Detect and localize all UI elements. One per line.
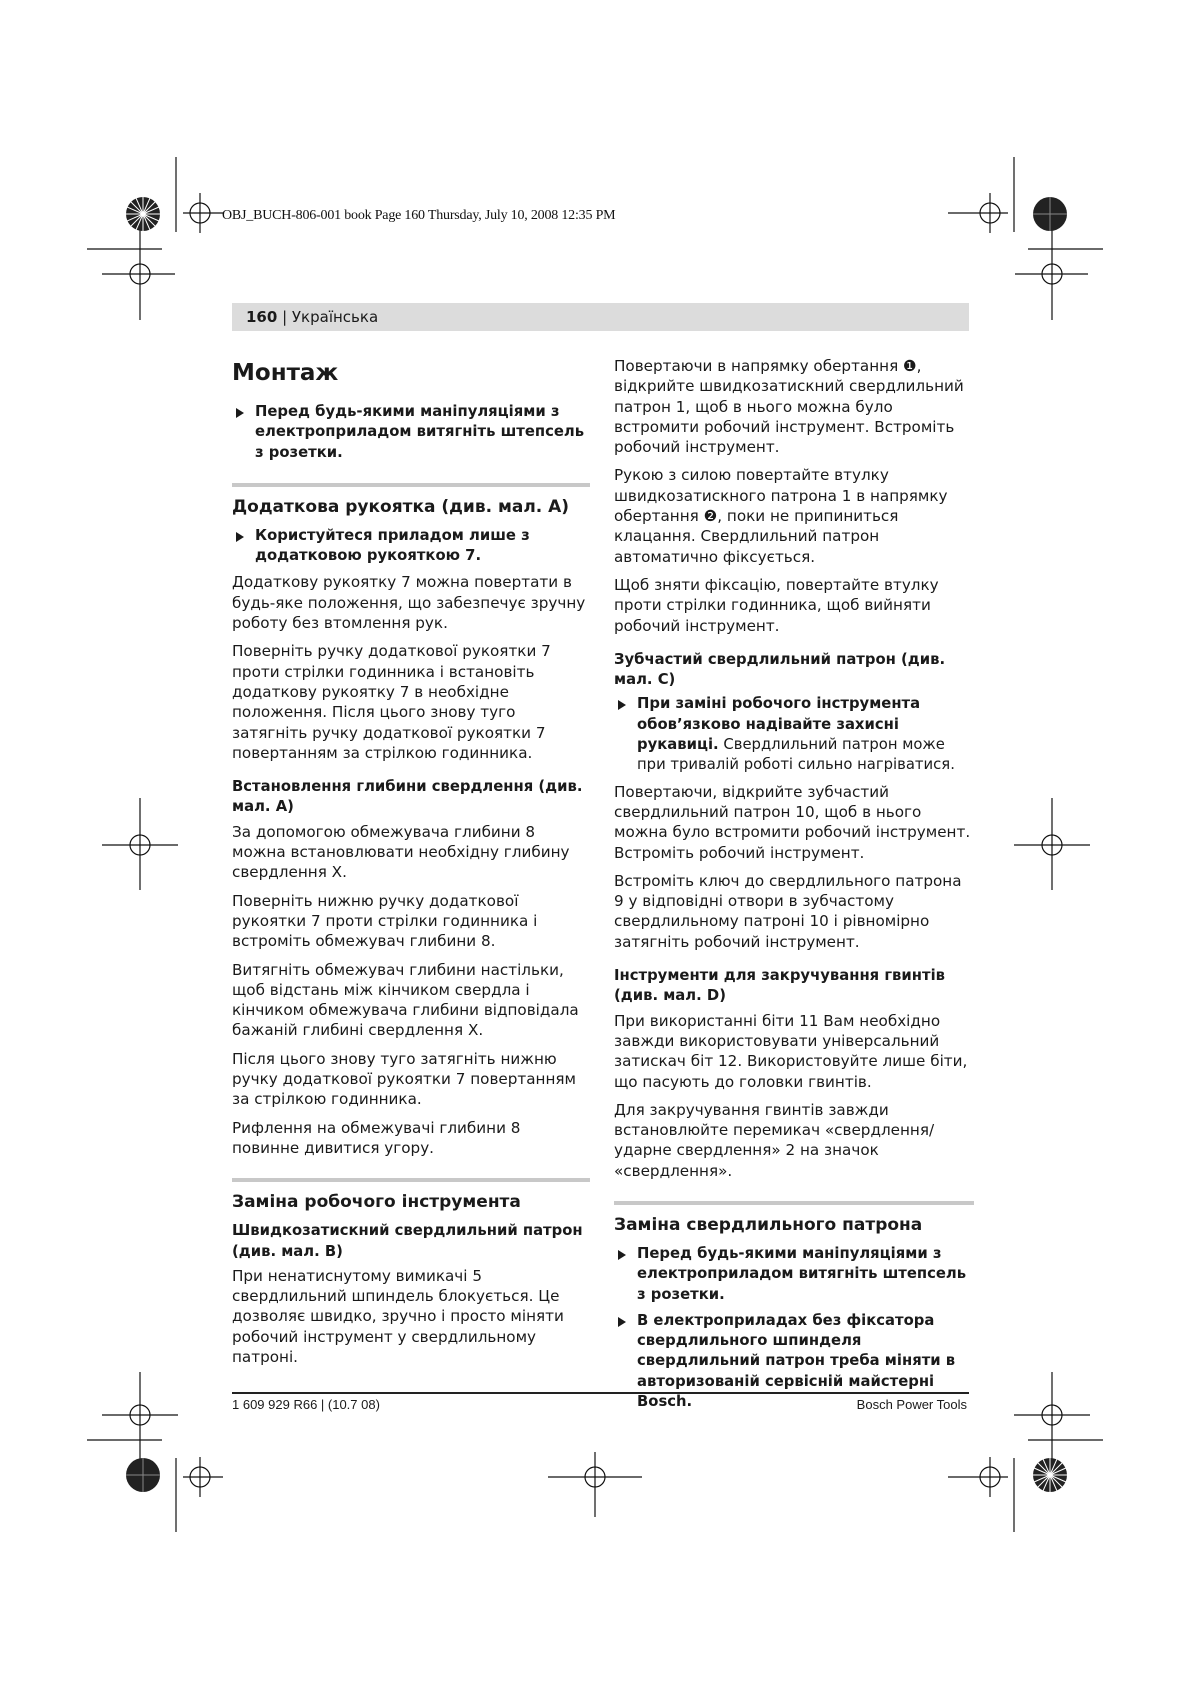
- warning-aux-handle: Користуйтеся приладом лише з додатковою рукояткою 7.: [232, 526, 590, 567]
- subheading-drill-depth: Встановлення глибини свердлення (див. мал. A): [232, 778, 583, 816]
- paragraph: При використанні біти 11 Вам необхідно завжди використовувати універсальний затискач біт 12. Використовуйте лише біти, що пасують до головки гвинтів.: [614, 1011, 968, 1091]
- paragraph: Повертаючи в напрямку обертання ❶, відкрийте швидкозатискний свердлильний патрон 1, щоб в нього можна було встромити робочий інструмент. Встроміть робочий інструмент.: [614, 357, 964, 457]
- right-column: [614, 356, 974, 1418]
- paragraph: Після цього знову туго затягніть нижню ручку додаткової рукоятки 7 повертанням за стрілкою годинника.: [232, 1049, 576, 1109]
- warning-service: В електроприладах без фіксатора свердлильного шпинделя свердлильний патрон треба міняти в авторизованій сервісній майстерні Bosch.: [614, 1311, 974, 1412]
- paragraph: Рифлення на обмежувачі глибини 8 повинне дивитися угору.: [232, 1118, 521, 1157]
- subheading-key-chuck: Зубчастий свердлильний патрон (див. мал. C): [614, 650, 946, 689]
- subheading-screwdriving: Інструменти для закручування гвинтів (див. мал. D): [614, 967, 946, 1005]
- page-header: [246, 308, 378, 326]
- footer-rule: [232, 1392, 969, 1394]
- bullet-triangle-icon: [618, 1250, 626, 1260]
- left-column: [232, 356, 590, 1375]
- paragraph: Для закручування гвинтів завжди встановлюйте перемикач «свердлення/ударне свердлення» 2 на значок «свердлення».: [614, 1100, 935, 1180]
- bullet-triangle-icon: [236, 532, 244, 542]
- warning-gloves: При заміні робочого інструмента обов’язково надівайте захисні рукавиці. Свердлильний патрон може при тривалій роботі сильно нагріватися.: [614, 694, 974, 775]
- paragraph: Витягніть обмежувач глибини настільки, щоб відстань між кінчиком свердла і кінчиком обмежувача глибини відповідала бажаній глибині свердлення X.: [232, 960, 579, 1040]
- bullet-triangle-icon: [618, 1317, 626, 1327]
- page-number: 160: [246, 308, 278, 326]
- paragraph: При ненатиснутому вимикачі 5 свердлильний шпиндель блокується. Це дозволяє швидко, зручно і просто міняти робочий інструмент у свердлильному патроні.: [232, 1266, 564, 1366]
- paragraph: Повертаючи, відкрийте зубчастий свердлильний патрон 10, щоб в нього можна було встромити робочий інструмент. Встроміть робочий інструмент.: [614, 782, 971, 862]
- print-slug: OBJ_BUCH-806-001 book Page 160 Thursday, July 10, 2008 12:35 PM: [222, 208, 616, 223]
- section-title-montage: Монтаж: [232, 360, 339, 386]
- page-header-separator: |: [277, 308, 292, 326]
- paragraph: Щоб зняти фіксацію, повертайте втулку проти стрілки годинника, щоб вийняти робочий інструмент.: [614, 575, 939, 635]
- warning-unplug: Перед будь-якими маніпуляціями з електроприладом витягніть штепсель з розетки.: [232, 402, 590, 463]
- paragraph: Встроміть ключ до свердлильного патрона 9 у відповідні отвори в зубчастому свердлильному патроні 10 і рівномірно затягніть робочий інструмент.: [614, 871, 962, 951]
- footer-doc-number: 1 609 929 R66 | (10.7 08): [232, 1397, 380, 1412]
- bullet-triangle-icon: [236, 408, 244, 418]
- subheading-keyless-chuck: Швидкозатискний свердлильний патрон (див. мал. B): [232, 1222, 583, 1260]
- heading-aux-handle: Додаткова рукоятка (див. мал. A): [232, 483, 590, 518]
- bullet-triangle-icon: [618, 700, 626, 710]
- heading-chuck-change: Заміна свердлильного патрона: [614, 1201, 974, 1236]
- paragraph: За допомогою обмежувача глибини 8 можна встановлювати необхідну глибину свердлення X.: [232, 822, 570, 882]
- page-language: Українська: [291, 308, 379, 326]
- footer-brand: Bosch Power Tools: [856, 1397, 967, 1412]
- heading-tool-change: Заміна робочого інструмента: [232, 1178, 590, 1213]
- paragraph: Поверніть нижню ручку додаткової рукоятки 7 проти стрілки годинника і встроміть обмежувач глибини 8.: [232, 891, 538, 951]
- page-header-bar: [232, 303, 969, 331]
- paragraph: Поверніть ручку додаткової рукоятки 7 проти стрілки годинника і встановіть додаткову рукоятку 7 в необхідне положення. Після цього знову туго затягніть ручку додаткової рукоятки 7 повертанням за стрілкою годинника.: [232, 642, 551, 762]
- warning-unplug-2: Перед будь-якими маніпуляціями з електроприладом витягніть штепсель з розетки.: [614, 1244, 974, 1305]
- paragraph: Додаткову рукоятку 7 можна повертати в будь-яке положення, що забезпечує зручну роботу без втомлення рук.: [232, 573, 586, 633]
- paragraph: Рукою з силою повертайте втулку швидкозатискного патрона 1 в напрямку обертання ❷, поки не припиниться клацання. Свердлильний патрон автоматично фіксується.: [614, 466, 948, 566]
